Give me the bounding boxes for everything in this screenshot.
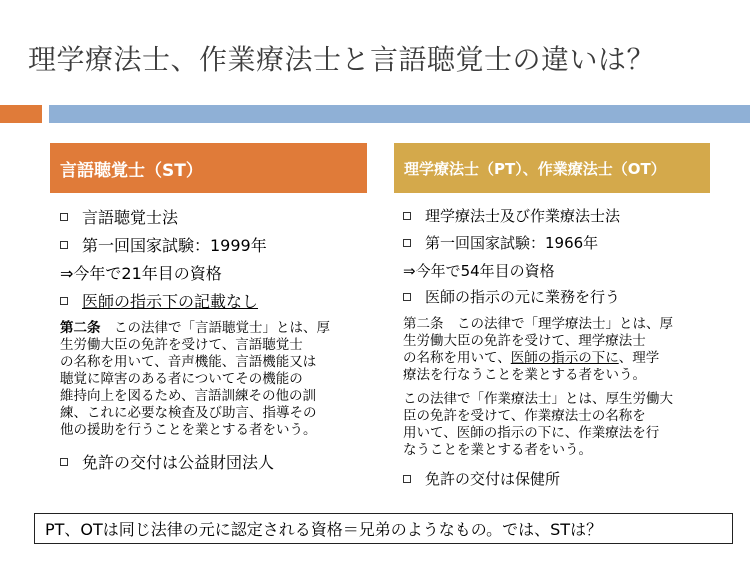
st-article-line: 聴覚に障害のある者についてその機能の [60,371,303,387]
bullet-square-icon [403,293,411,301]
accent-bar-blue [49,105,750,123]
ot-column-header: 理学療法士（PT）、作業療法士（OT） [394,143,710,193]
bullet-square-icon [403,239,411,247]
st-article-line: 生労働大臣の免許を受けて、言語聴覚士 [60,337,303,353]
slide-title: 理学療法士、作業療法士と言語聴覚士の違いは？ [28,43,656,76]
ot-article-line: 生労働大臣の免許を受けて、理学療法士 [403,333,646,349]
ot-article-line [403,350,673,367]
ot-article-line: 用いて、医師の指示の下に、作業療法を行 [403,425,660,441]
ot-article-line: 療法を行なうことを業とする者をいう。 [403,367,646,383]
ot-article-underlined-text: 医師の指示の下に [510,350,619,366]
ot-article-1 [403,316,673,384]
ot-note-item [403,286,620,307]
ot-article-line-part: の名称を用いて、 [403,350,511,366]
st-article-line-0: この法律で「言語聴覚士」とは、厚 [100,320,330,336]
bottom-note-text: PT、OTは同じ法律の元に認定される資格＝兄弟のようなもの。では、STは？ [45,520,603,539]
st-law-item [60,205,178,228]
ot-article-line: 第二条 この法律で「理学療法士」とは、厚 [403,316,673,332]
st-article-line: の名称を用いて、音声機能、言語機能又は [60,354,317,370]
ot-article-2 [403,391,673,459]
bullet-square-icon [60,241,68,249]
ot-license-text: 免許の交付は保健所 [425,470,561,488]
st-note-item [60,289,258,312]
st-years: ⇒今年で21年目の資格 [60,264,222,283]
st-license-text: 免許の交付は公益財団法人 [82,453,275,472]
bullet-square-icon [60,297,68,305]
st-exam-item [60,233,267,256]
st-note-text: 医師の指示下の記載なし [82,292,259,311]
ot-article-line: 臣の免許を受けて、作業療法士の名称を [403,408,646,424]
ot-law-text: 理学療法士及び作業療法士法 [425,207,621,225]
bottom-note-box [34,513,733,544]
st-license-item [60,450,274,473]
ot-law-item [403,205,620,226]
bullet-square-icon [403,212,411,220]
ot-note-text: 医師の指示の元に業務を行う [425,288,621,306]
accent-bar-orange [0,105,42,123]
st-column-header: 言語聴覚士（ST） [50,143,367,193]
bullet-square-icon [60,213,68,221]
ot-license-item [403,468,560,489]
ot-exam-text: 第一回国家試験：1966年 [425,234,599,252]
st-article-line: 練、これに必要な検査及び助言、指導その [60,405,317,421]
ot-years: ⇒今年で54年目の資格 [403,262,555,280]
ot-article-line: なうことを業とする者をいう。 [403,442,592,458]
st-law-text: 言語聴覚士法 [82,208,179,227]
st-article-line: 他の援助を行うことを業とする者をいう。 [60,422,317,438]
ot-article-line: この法律で「作業療法士」とは、厚生労働大 [403,391,673,407]
bullet-square-icon [403,475,411,483]
ot-exam-item [403,232,598,253]
ot-article-line-part: 、理学 [618,350,660,366]
st-article-line: 第二条 この法律で「言語聴覚士」とは、厚 [60,320,330,336]
st-exam-text: 第一回国家試験：1999年 [82,236,267,255]
bullet-square-icon [60,458,68,466]
st-article-line: 維持向上を図るため、言語訓練その他の訓 [60,388,316,404]
st-article [60,320,330,439]
